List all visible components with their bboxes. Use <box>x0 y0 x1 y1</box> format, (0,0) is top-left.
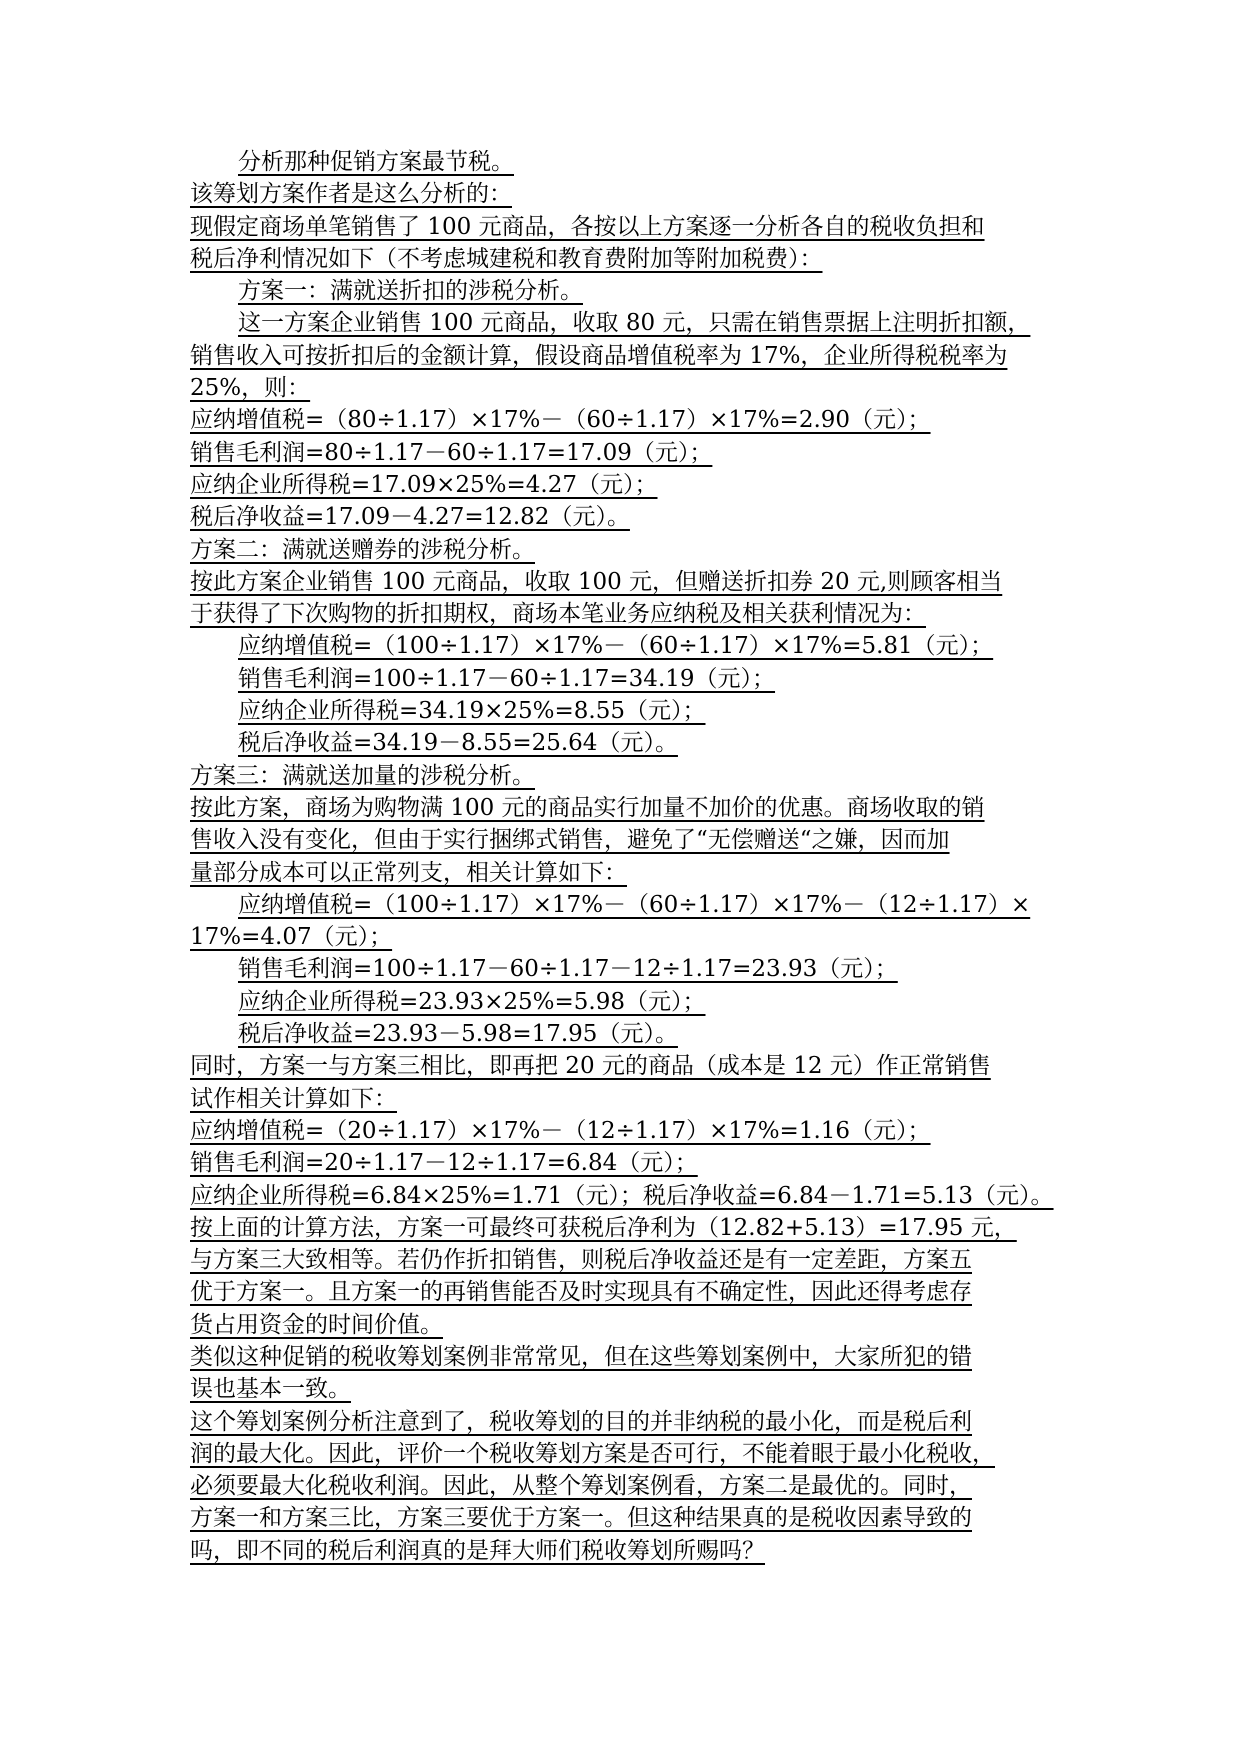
text-line: 货占用资金的时间价值。 <box>190 1311 443 1338</box>
text-line: 于获得了下次购物的折扣期权，商场本笔业务应纳税及相关获利情况为： <box>190 601 926 628</box>
formula-line: 应纳增值税=（100÷1.17）×17%－（60÷1.17）×17%=5.81（元）； <box>238 633 994 660</box>
formula-line: 税后净收益=23.93－5.98=17.95（元）。 <box>238 1021 678 1048</box>
formula-line: 税后净收益=17.09－4.27=12.82（元）。 <box>190 504 630 531</box>
text-line: 方案一和方案三比，方案三要优于方案一。但这种结果真的是税收因素导致的 <box>190 1505 972 1532</box>
text-line: 税后净利情况如下（不考虑城建税和教育费附加等附加税费）： <box>190 245 823 272</box>
text-line: 吗，即不同的税后利润真的是拜大师们税收筹划所赐吗？ <box>190 1537 765 1564</box>
text-line: 优于方案一。且方案一的再销售能否及时实现具有不确定性，因此还得考虑存 <box>190 1279 972 1306</box>
text-line: 25%，则： <box>190 375 311 402</box>
text-line: 按此方案企业销售 100 元商品，收取 100 元，但赠送折扣券 20 元,则顾客相当 <box>190 568 1003 595</box>
section-heading: 方案二：满就送赠券的涉税分析。 <box>190 536 535 563</box>
text-line: 售收入没有变化，但由于实行捆绑式销售，避免了“无偿赠送“之嫌，因而加 <box>190 827 950 854</box>
text-line: 必须要最大化税收利润。因此，从整个筹划案例看，方案二是最优的。同时， <box>190 1473 972 1500</box>
text-line: 同时，方案一与方案三相比，即再把 20 元的商品（成本是 12 元）作正常销售 <box>190 1053 991 1080</box>
formula-line: 应纳企业所得税=34.19×25%=8.55（元）； <box>238 698 706 725</box>
formula-line: 销售毛利润=20÷1.17－12÷1.17=6.84（元）； <box>190 1150 698 1177</box>
formula-line: 销售毛利润=100÷1.17－60÷1.17=34.19（元）； <box>238 665 776 692</box>
text-line: 这个筹划案例分析注意到了，税收筹划的目的并非纳税的最小化，而是税后利 <box>190 1408 972 1435</box>
formula-line: 应纳企业所得税=23.93×25%=5.98（元）； <box>238 988 706 1015</box>
formula-line: 应纳企业所得税=17.09×25%=4.27（元）； <box>190 471 658 498</box>
text-line: 按此方案，商场为购物满 100 元的商品实行加量不加价的优惠。商场收取的销 <box>190 794 985 821</box>
section-heading: 方案三：满就送加量的涉税分析。 <box>190 762 535 789</box>
text-line: 润的最大化。因此，评价一个税收筹划方案是否可行，不能着眼于最小化税收， <box>190 1440 995 1467</box>
formula-line: 应纳增值税=（80÷1.17）×17%－（60÷1.17）×17%=2.90（元）； <box>190 407 931 434</box>
formula-line: 应纳企业所得税=6.84×25%=1.71（元）；税后净收益=6.84－1.71=5.13（元）。 <box>190 1182 1054 1209</box>
formula-line: 应纳增值税=（100÷1.17）×17%－（60÷1.17）×17%－（12÷1.17）× <box>238 891 1031 918</box>
formula-line: 销售毛利润=80÷1.17－60÷1.17=17.09（元）； <box>190 439 713 466</box>
formula-line: 税后净收益=34.19－8.55=25.64（元）。 <box>238 730 678 757</box>
formula-line: 17%=4.07（元）； <box>190 924 393 951</box>
text-line: 这一方案企业销售 100 元商品，收取 80 元，只需在销售票据上注明折扣额， <box>238 310 1031 337</box>
text-line: 分析那种促销方案最节税。 <box>238 149 514 175</box>
text-line: 试作相关计算如下： <box>190 1085 397 1112</box>
text-line: 与方案三大致相等。若仍作折扣销售，则税后净收益还是有一定差距，方案五 <box>190 1247 972 1274</box>
text-line: 该筹划方案作者是这么分析的： <box>190 181 512 208</box>
document-body <box>190 146 1070 1567</box>
section-heading: 方案一：满就送折扣的涉税分析。 <box>238 278 583 305</box>
text-line: 误也基本一致。 <box>190 1376 351 1403</box>
text-line: 按上面的计算方法，方案一可最终可获税后净利为（12.82+5.13）=17.95 元， <box>190 1214 1017 1241</box>
formula-line: 应纳增值税=（20÷1.17）×17%－（12÷1.17）×17%=1.16（元）； <box>190 1117 931 1144</box>
text-line: 销售收入可按折扣后的金额计算，假设商品增值税率为 17%，企业所得税税率为 <box>190 342 1008 369</box>
text-line: 类似这种促销的税收筹划案例非常常见，但在这些筹划案例中，大家所犯的错 <box>190 1343 972 1370</box>
text-line: 现假定商场单笔销售了 100 元商品，各按以上方案逐一分析各自的税收负担和 <box>190 213 985 240</box>
formula-line: 销售毛利润=100÷1.17－60÷1.17－12÷1.17=23.93（元）； <box>238 956 898 983</box>
text-line: 量部分成本可以正常列支，相关计算如下： <box>190 859 627 886</box>
